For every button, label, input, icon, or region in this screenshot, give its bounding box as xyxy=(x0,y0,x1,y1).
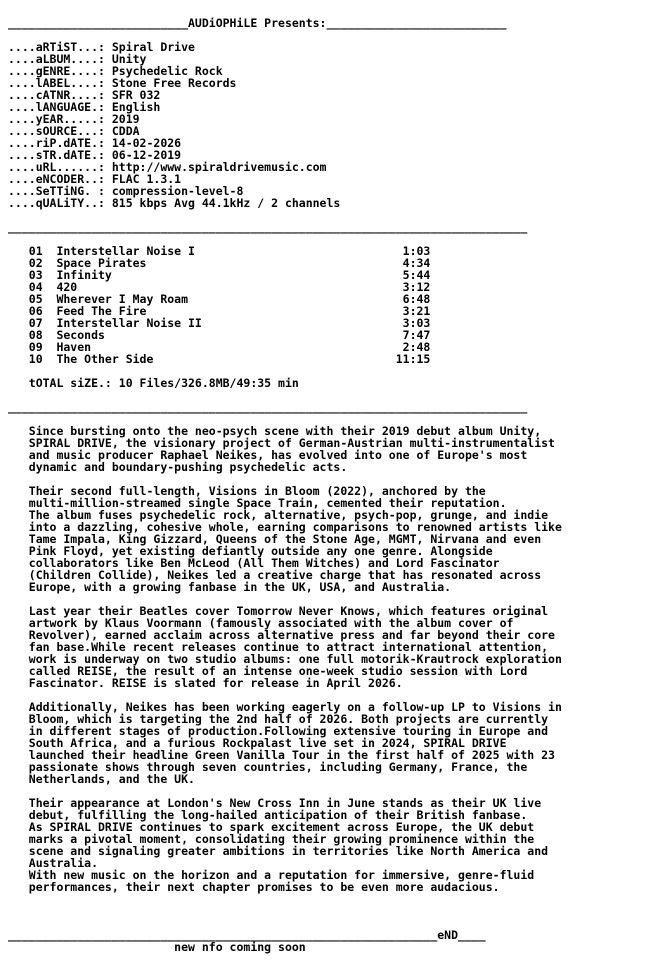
nfo-line: new nfo coming soon xyxy=(8,940,306,954)
nfo-line: (Children Collide), Neikes led a creative charge that has resonated across xyxy=(8,568,542,582)
nfo-line: scene and signaling greater ambitions in territories like North America and xyxy=(8,844,549,858)
nfo-line: Tame Impala, King Gizzard, Queens of the Stone Age, MGMT, Nirvana and even xyxy=(8,532,542,546)
nfo-line: launched their headline Green Vanilla Tour in the first half of 2025 with 23 xyxy=(8,748,555,762)
nfo-line: 05 Wherever I May Roam 6:48 xyxy=(8,292,431,306)
nfo-line: 06 Feed The Fire 3:21 xyxy=(8,304,431,318)
nfo-line: and music producer Raphael Neikes, has evolved into one of Europe's most xyxy=(8,448,528,462)
nfo-line: Netherlands, and the UK. xyxy=(8,772,195,786)
nfo-line: Bloom, which is targeting the 2nd half of 2026. Both projects are currently xyxy=(8,712,549,726)
nfo-line: As SPIRAL DRIVE continues to spark excitement across Europe, the UK debut xyxy=(8,820,535,834)
nfo-line: Last year their Beatles cover Tomorrow Never Knows, which features original xyxy=(8,604,549,618)
nfo-line: ______________________________________________________________eND____ xyxy=(8,928,486,942)
nfo-line: ....lABEL....: Stone Free Records xyxy=(8,76,237,90)
nfo-line xyxy=(8,905,656,917)
nfo-line: ___________________________________________________________________________ xyxy=(8,220,528,234)
nfo-line xyxy=(8,893,656,905)
nfo-line: debut, fulfilling the long-hailed anticipation of their British fanbase. xyxy=(8,808,528,822)
nfo-line: 10 The Other Side 11:15 xyxy=(8,352,431,366)
nfo-line: Pink Floyd, yet existing defiantly outside any one genre. Alongside xyxy=(8,544,493,558)
nfo-line: fan base.While recent releases continue to attract international attention, xyxy=(8,640,549,654)
nfo-line: ....eNCODER..: FLAC 1.3.1 xyxy=(8,172,182,186)
nfo-line: ....SeTTiNG. : compression-level-8 xyxy=(8,184,244,198)
nfo-line: collaborators like Ben McLeod (All Them Witches) and Lord Fascinator xyxy=(8,556,500,570)
nfo-line: 08 Seconds 7:47 xyxy=(8,328,431,342)
nfo-line: Europe, with a growing fanbase in the UK, USA, and Australia. xyxy=(8,580,452,594)
nfo-line: Their second full-length, Visions in Bloom (2022), anchored by the xyxy=(8,484,486,498)
nfo-line: ....lANGUAGE.: English xyxy=(8,100,161,114)
nfo-line: ....sOURCE...: CDDA xyxy=(8,124,140,138)
nfo-line: ....gENRE....: Psychedelic Rock xyxy=(8,64,223,78)
nfo-line: Since bursting onto the neo-psych scene with their 2019 debut album Unity, xyxy=(8,424,542,438)
nfo-line: ....sTR.dATE.: 06-12-2019 xyxy=(8,148,182,162)
nfo-line: into a dazzling, cohesive whole, earning comparisons to renowned artists like xyxy=(8,520,562,534)
nfo-line: 03 Infinity 5:44 xyxy=(8,268,431,282)
nfo-line: With new music on the horizon and a reputation for immersive, genre-fluid xyxy=(8,868,535,882)
nfo-line: Fascinator. REISE is slated for release in April 2026. xyxy=(8,676,403,690)
nfo-line: ....aRTiST...: Spiral Drive xyxy=(8,40,195,54)
nfo-line: performances, their next chapter promises to be even more audacious. xyxy=(8,880,500,894)
nfo-line: in different stages of production.Following extensive touring in Europe and xyxy=(8,724,549,738)
nfo-line: ....aLBUM....: Unity xyxy=(8,52,147,66)
nfo-line: ....yEAR.....: 2019 xyxy=(8,112,140,126)
nfo-line: marks a pivotal moment, consolidating their growing prominence within the xyxy=(8,832,535,846)
nfo-line: SPIRAL DRIVE, the visionary project of German-Austrian multi-instrumentalist xyxy=(8,436,555,450)
nfo-line: tOTAL siZE.: 10 Files/326.8MB/49:35 min xyxy=(8,376,299,390)
nfo-line: Additionally, Neikes has been working eagerly on a follow-up LP to Visions in xyxy=(8,700,562,714)
nfo-line: 01 Interstellar Noise I 1:03 xyxy=(8,244,431,258)
nfo-line: South Africa, and a furious Rockpalast live set in 2024, SPIRAL DRIVE xyxy=(8,736,507,750)
nfo-line: Revolver), earned acclaim across alternative press and far beyond their core xyxy=(8,628,555,642)
nfo-line: called REISE, the result of an intense one-week studio session with Lord xyxy=(8,664,528,678)
nfo-line: __________________________AUDiOPHiLE Presents:__________________________ xyxy=(8,16,507,30)
nfo-line: 04 420 3:12 xyxy=(8,280,431,294)
nfo-line: artwork by Klaus Voormann (famously associated with the album cover of xyxy=(8,616,514,630)
nfo-line: The album fuses psychedelic rock, alternative, psych-pop, grunge, and indie xyxy=(8,508,549,522)
nfo-line: ....cATNR....: SFR 032 xyxy=(8,88,161,102)
nfo-line: 07 Interstellar Noise II 3:03 xyxy=(8,316,431,330)
nfo-line: ....riP.dATE.: 14-02-2026 xyxy=(8,136,182,150)
nfo-line: ....uRL......: http://www.spiraldrivemusic.com xyxy=(8,160,327,174)
nfo-line: Australia. xyxy=(8,856,99,870)
nfo-line: ___________________________________________________________________________ xyxy=(8,400,528,414)
nfo-line: 09 Haven 2:48 xyxy=(8,340,431,354)
nfo-line: passionate shows through seven countries, including Germany, France, the xyxy=(8,760,528,774)
nfo-line: multi-million-streamed single Space Train, cemented their reputation. xyxy=(8,496,507,510)
nfo-line: ....qUALiTY..: 815 kbps Avg 44.1kHz / 2 channels xyxy=(8,196,341,210)
nfo-line: Their appearance at London's New Cross Inn in June stands as their UK live xyxy=(8,796,542,810)
nfo-line: work is underway on two studio albums: one full motorik-Krautrock exploration xyxy=(8,652,562,666)
nfo-line: 02 Space Pirates 4:34 xyxy=(8,256,431,270)
nfo-line: dynamic and boundary-pushing psychedelic acts. xyxy=(8,460,348,474)
